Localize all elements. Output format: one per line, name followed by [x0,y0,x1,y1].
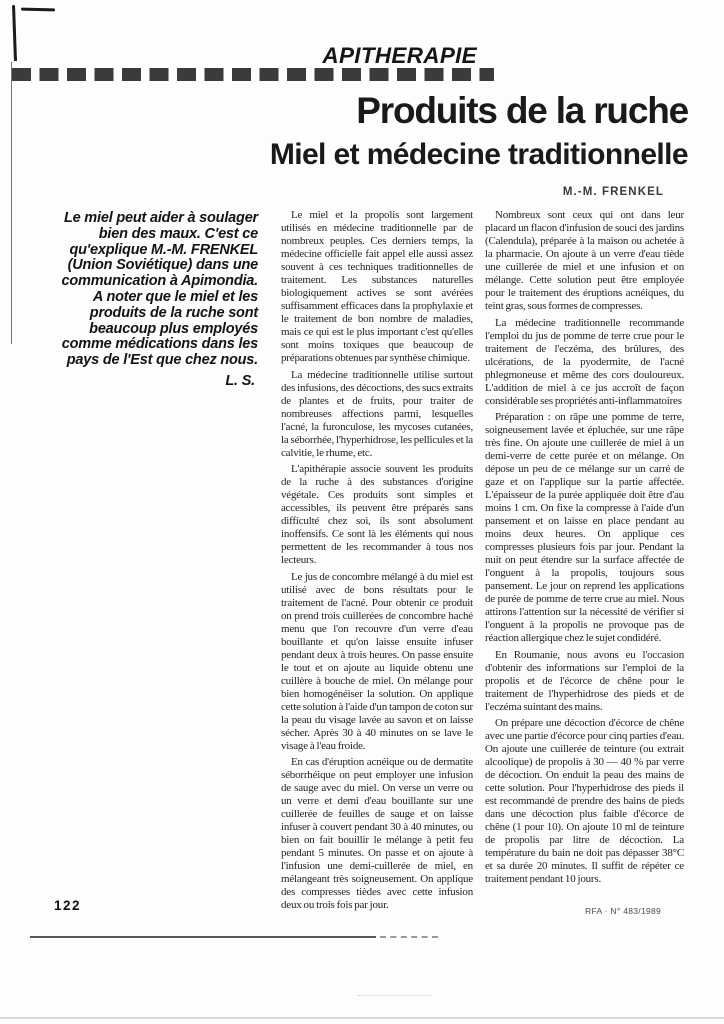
scan-artifact-bottom-specks [358,995,432,996]
scan-artifact-vertical-stroke [12,5,17,61]
paragraph: Préparation : on râpe une pomme de terre, soigneusement lavée et épluchée, sur une râpe très fine. On ajoute une cuillerée de miel à un demi-verre de cette purée et on mélange. On dépose un peu de ce mélange sur un carré de gaze et on l'applique sur la partie affectée. L'épaisseur de la purée appliquée doit être d'au moins 1 cm. On fixe la compresse à l'aide d'un pansement et on laisse en place pendant au moins deux heures. On applique ces compresses plusieurs fois par jour. Pendant la nuit on peut étendre sur la surface affectée de l'onguent à la propolis, toujours sous pansement. Le jour on reprend les applications de purée de pomme de terre crue au miel. Nous attirons l'attention sur la nécessité de vérifier si l'onguent à la propolis ne provoque pas de réaction allergique chez le sujet condidéré. [485,411,684,644]
paragraph: Le miel et la propolis sont largement utilisés en médecine traditionnelle par de nombreux peuples. Ces derniers temps, la médecine officielle fait appel elle aussi assez souvent à ces techniques traditionnelles de traitement. Les substances naturelles biologiquement actives se sont avérées suffisamment efficaces dans la prophylaxie et le traitement de bon nombre de maladies, mais ce qui est le plus important c'est qu'elles sont moins toxiques que beaucoup de préparations obtenues par synthèse chimique. [281,209,473,364]
paragraph: On prépare une décoction d'écorce de chêne avec une partie d'écorce pour cinq parties d'eau. On ajoute une cuillerée de teinture (ou extrait alcoolique) de propolis à 30 — 40 % par verre de décoction. On enduit la peau des mains de cette solution. Pour l'hyperhidrose des pieds il est recommandé de prendre des bains de pieds dans une décoction plus faible d'écorce de chêne (1 pour 10). On ajoute 10 ml de teinture de propolis par litre de décoction. La température du bain ne doit pas dépasser 38°C et sa durée 20 minutes. Il suffit de répéter ce traitement pendant 10 jours. [485,717,684,885]
body-column-2 [485,209,684,890]
body-column-1 [281,209,473,916]
footer-rule-dashes [380,936,438,938]
scan-artifact-dot [14,57,17,61]
issue-reference: RFA · N° 483/1989 [585,906,662,916]
standfirst-signature: L. S. [225,372,255,389]
paragraph: Le miel peut aider à soulager bien des maux. C'est ce qu'explique M.-M. FRENKEL (Union Soviétique) dans une communication à Apimondia. [61,210,258,290]
standfirst-paragraphs [40,211,258,369]
footer-rule [30,936,376,938]
author-byline: M.-M. FRENKEL [562,186,664,198]
section-kicker: APITHERAPIE [322,43,477,68]
paragraph: En cas d'éruption acnéique ou de dermatite séborrhéique on peut employer une infusion de sauge avec du miel. On verse un verre ou un verre et demi d'eau bouillante sur une cuillerée de feuilles de sauge et on laisse infuser à couvert pendant 30 à 40 minutes, ou bien on fait bouillir le mélange à petit feu pendant 5 minutes. On passe et on ajoute à l'infusion une demi-cuillerée de miel, en mélangeant très soigneusement. On applique des compresses tièdes avec cette infusion deux ou trois fois par jour. [281,756,473,911]
scan-artifact-thin-vertical-line [11,62,12,344]
paragraph: L'apithérapie associe souvent les produits de la ruche à des substances d'origine végétale. Ces produits sont simples et accessibles, ils peuvent être préparés sans difficulté chez soi, ils sont absolument inoffensifs. Ce sont là les éléments qui nous permettent de les recommander à tous nos lecteurs. [281,463,473,566]
article-subtitle: Miel et médecine traditionnelle [269,138,688,171]
paragraph: Nombreux sont ceux qui ont dans leur placard un flacon d'infusion de souci des jardins (Calendula), préparée à la maison ou achetée à la pharmacie. On ajoute à un verre d'eau tiède une cuillerée de miel et une infusion et on mélange. Cette solution peut être employée pour le traitement des éruptions acnéiques, du teint gras, sous formes de compresses. [485,209,684,312]
paragraph: La médecine traditionnelle utilise surtout des infusions, des décoctions, des sucs extraits de plantes et de fruits, pour traiter de nombreuses affections parmi, lesquelles l'acné, la furonculose, les mycoses cutanées, la séborrhée, l'hyperhidrose, les pellicules et la calvitie, le rhume, etc. [281,368,473,459]
scan-artifact-horizontal-stroke [21,8,55,12]
paragraph: A noter que le miel et les produits de la ruche sont beaucoup plus employés comme médications dans les pays de l'Est que chez nous. [61,288,258,369]
paragraph: Le jus de concombre mélangé à du miel est utilisé avec de bons résultats pour le traitement de l'acné. Pour obtenir ce produit on prend trois cuillerées de concombre haché menu que l'on recouvre d'un verre d'eau bouillante et qu'on laisse ensuite infuser pendant deux à trois heures. On passe ensuite le tout et on ajoute au liquide obtenu une cuillère à bouche de miel. On mélange pour bien homogénéiser la solution. On applique cette solution à l'aide d'un tampon de coton sur la peau du visage lavée au savon et on laisse sécher. Après 30 à 40 minutes on se lave le visage à l'eau froide. [281,570,473,752]
standfirst-intro [40,211,258,390]
scan-edge-line [0,1017,724,1019]
article-title: Produits de la ruche [356,90,688,131]
dashed-rule-divider [12,68,494,81]
paragraph: En Roumanie, nous avons eu l'occasion d'obtenir des informations sur l'emploi de la propolis et de l'écorce de chêne pour le traitement de l'hyperhidrose des pieds et de l'eczéma suintant des mains. [485,648,684,713]
page-number: 122 [54,898,82,913]
paragraph: La médecine traditionnelle recommande l'emploi du jus de pomme de terre crue pour le traitement de l'eczéma, des brûlures, des ulcérations, de la pyodermite, de l'acné phlegmoneuse et même des cors douloureux. L'addition de miel à ce jus accroît de façon considérable ses propriétés anti-inflammatoires [485,316,684,407]
